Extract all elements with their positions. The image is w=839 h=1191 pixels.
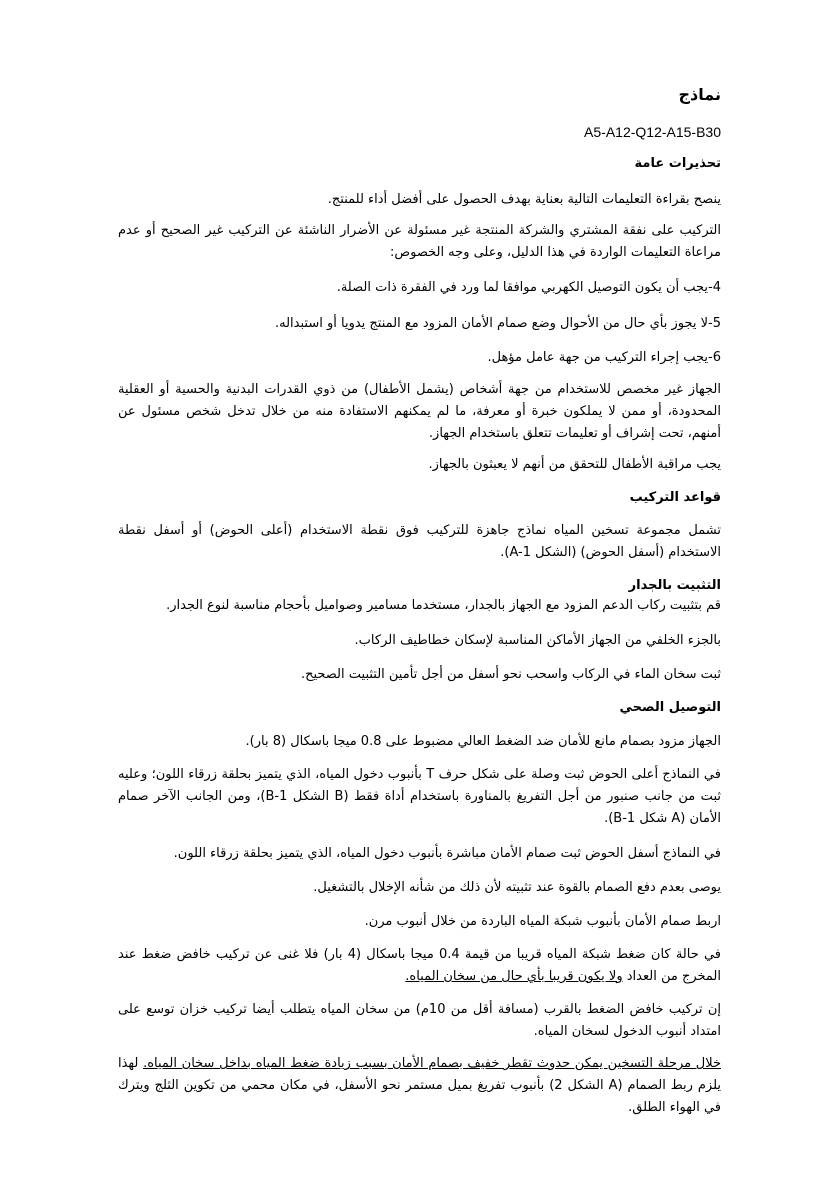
paragraph: الجهاز غير مخصص للاستخدام من جهة أشخاص (يشمل الأطفال) من ذوي القدرات البدنية والحسية أو العقلية المحدودة، أو ممن لا يملكون خبرة أو معرفة، ما لم يمكنهم الاستفادة منه من خلال تدخل شخص مسئول عن أمنهم، تحت إشراف أو تعليمات تتعلق باستخدام الجهاز.: [118, 382, 721, 441]
paragraph-text: لهذا يلزم ربط الصمام (A الشكل 2) بأنبوب تفريغ بميل مستمر نحو الأسفل، في مكان محمي من تكوين الثلج ويترك في الهواء الطلق.: [118, 1056, 721, 1115]
paragraph: تشمل مجموعة تسخين المياه نماذج جاهزة للتركيب فوق نقطة الاستخدام (أعلى الحوض) أو أسفل نقطة الاستخدام (أسفل الحوض) (الشكل A-1).: [118, 523, 721, 560]
underlined-text: ولا يكون قريبا بأي حال من سخان المياه.: [405, 969, 623, 984]
paragraph: في النماذج أعلى الحوض ثبت وصلة على شكل حرف T بأنبوب دخول المياه، الذي يتميز بحلقة زرقاء اللون؛ وعليه ثبت من جانب صنبور من أجل التفريغ بالمناورة باستخدام أداة فقط (B الشكل 1-B)، ومن الجانب الآخر صمام الأمان (A شكل 1-B).: [118, 767, 721, 826]
paragraph-text: في حالة كان ضغط شبكة المياه قريبا من قيمة 0.4 ميجا باسكال (4 بار) فلا غنى عن تركيب خافض ضغط عند المخرج من العداد: [118, 947, 722, 984]
paragraph: يوصى بعدم دفع الصمام بالقوة عند تثبيته لأن ذلك من شأنه الإخلال بالتشغيل.: [313, 880, 721, 895]
paragraph: بالجزء الخلفي من الجهاز الأماكن المناسبة لإسكان خطاطيف الركاب.: [354, 633, 721, 648]
section-heading-installation-rules: قواعد التركيب: [629, 490, 721, 505]
paragraph: ينصح بقراءة التعليمات التالية بعناية بهدف الحصول على أفضل أداء للمنتج.: [327, 192, 721, 207]
paragraph: في النماذج أسفل الحوض ثبت صمام الأمان مباشرة بأنبوب دخول المياه، الذي يتميز بحلقة زرقاء اللون.: [173, 846, 721, 861]
paragraph: 5-لا يجوز بأي حال من الأحوال وضع صمام الأمان المزود مع المنتج يدويا أو استبداله.: [274, 316, 721, 331]
paragraph: التركيب على نفقة المشتري والشركة المنتجة غير مسئولة عن الأضرار الناشئة عن التركيب غير الصحيح أو عدم مراعاة التعليمات الواردة في هذا الدليل، وعلى وجه الخصوص:: [118, 223, 721, 260]
paragraph: 4-يجب أن يكون التوصيل الكهربي موافقا لما ورد في الفقرة ذات الصلة.: [336, 280, 721, 295]
section-heading-wall-mounting: التثبيت بالجدار: [628, 578, 721, 593]
paragraph: قم بتثبيت ركاب الدعم المزود مع الجهاز بالجدار، مستخدما مسامير وصواميل بأحجام مناسبة لنوع الجدار.: [166, 598, 721, 613]
paragraph: ثبت سخان الماء في الركاب واسحب نحو أسفل من أجل تأمين التثبيت الصحيح.: [300, 667, 721, 682]
paragraph: يجب مراقبة الأطفال للتحقق من أنهم لا يعبثون بالجهاز.: [428, 457, 721, 472]
paragraph: الجهاز مزود بصمام مانع للأمان ضد الضغط العالي مضبوط على 0.8 ميجا باسكال (8 بار).: [245, 734, 721, 749]
paragraph: اربط صمام الأمان بأنبوب شبكة المياه الباردة من خلال أنبوب مرن.: [364, 914, 721, 929]
paragraph: إن تركيب خافض الضغط بالقرب (مسافة أقل من 10م) من سخان المياه يتطلب أيضا تركيب خزان توسع على امتداد أنبوب الدخول لسخان المياه.: [118, 1002, 721, 1039]
section-heading-plumbing: التوصيل الصحي: [619, 700, 721, 715]
paragraph: [118, 944, 721, 988]
paragraph: [118, 1053, 721, 1119]
model-codes: A5-A12-Q12-A15-B30: [584, 124, 721, 140]
section-heading-general-warnings: تحذيرات عامة: [634, 156, 721, 171]
underlined-text: خلال مرحلة التسخين يمكن حدوث تقطر خفيف بصمام الأمان بسبب زيادة ضغط المياه بداخل سخان المياه.: [143, 1056, 721, 1071]
page-title: نماذج: [678, 85, 721, 104]
paragraph: 6-يجب إجراء التركيب من جهة عامل مؤهل.: [487, 350, 721, 365]
